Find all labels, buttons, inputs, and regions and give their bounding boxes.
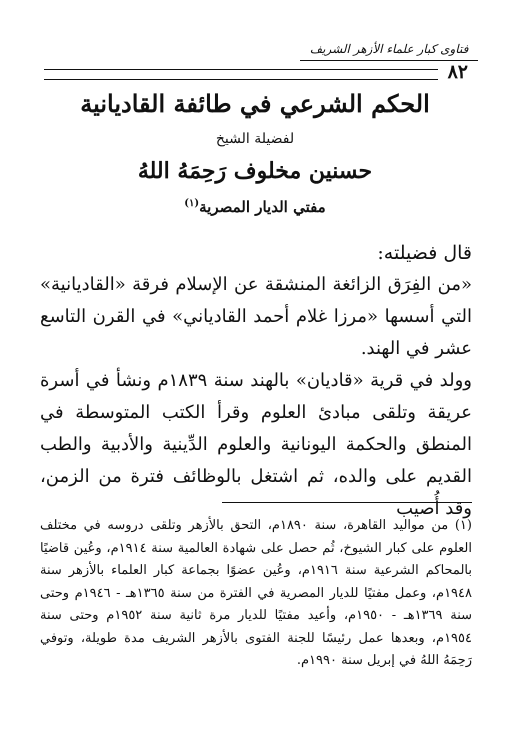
- author-position: [60, 198, 450, 216]
- paragraph-1: «من الفِرَق الزائغة المنشقة عن الإسلام فرقة «القاديانية» التي أسسها «مرزا غلام أحمد القادياني» في القرن التاسع عشر في الهند.: [40, 274, 472, 359]
- running-header-title: فتاوى كبار علماء الأزهر الشريف: [300, 38, 478, 61]
- author-position-text: مفتي الديار المصرية: [199, 198, 326, 216]
- page-header: [44, 62, 468, 82]
- page-number: ٨٢: [447, 61, 468, 83]
- byline: لفضيلة الشيخ: [215, 131, 295, 147]
- main-text: [40, 237, 472, 525]
- paragraph-2: وولد في قرية «قاديان» بالهند سنة ١٨٣٩م ونشأ في أسرة عريقة وتلقى مبادئ العلوم وقرأ الكتب المتوسطة في المنطق والحكمة اليونانية والعلوم الدِّينية والأدبية والطب القديم على والده، ثم اشتغل بالوظائف فترة من الزمن، وقد أُصيب: [40, 370, 472, 519]
- header-rule: [44, 69, 438, 80]
- footnote-text: (١) من مواليد القاهرة، سنة ١٨٩٠م، التحق بالأزهر وتلقى دروسه في مختلف العلوم على كبار الشيوخ، ثُم حصل على شهادة العالمية سنة ١٩١٤م، وعُين قاضيًا بالمحاكم الشرعية سنة ١٩١٦م، وعُين عضوًا بجماعة كبار العلماء بالأزهر سنة ١٩٤٨م، وعمل مفتيًا للديار المصرية في الفترة من سنة ١٣٦٥هـ - ١٩٤٦م وحتى سنة ١٣٦٩هـ - ١٩٥٠م، وأعيد مفتيًا للديار مرة ثانية سنة ١٩٥٢م وحتى سنة ١٩٥٤م، وبعدها عمل رئيسًا للجنة الفتوى بالأزهر الشريف مدة طويلة، وتوفي رَحِمَهُ اللهُ في إبريل سنة ١٩٩٠م.: [40, 518, 473, 668]
- footnote: [40, 515, 472, 673]
- footnote-divider: [222, 502, 472, 503]
- footnote-marker: (١): [184, 198, 200, 209]
- author-name: حسنين مخلوف رَحِمَهُ اللهُ: [137, 158, 373, 184]
- intro-line: قال فضيلته:: [377, 242, 472, 264]
- page-title: الحكم الشرعي في طائفة القاديانية: [80, 89, 430, 118]
